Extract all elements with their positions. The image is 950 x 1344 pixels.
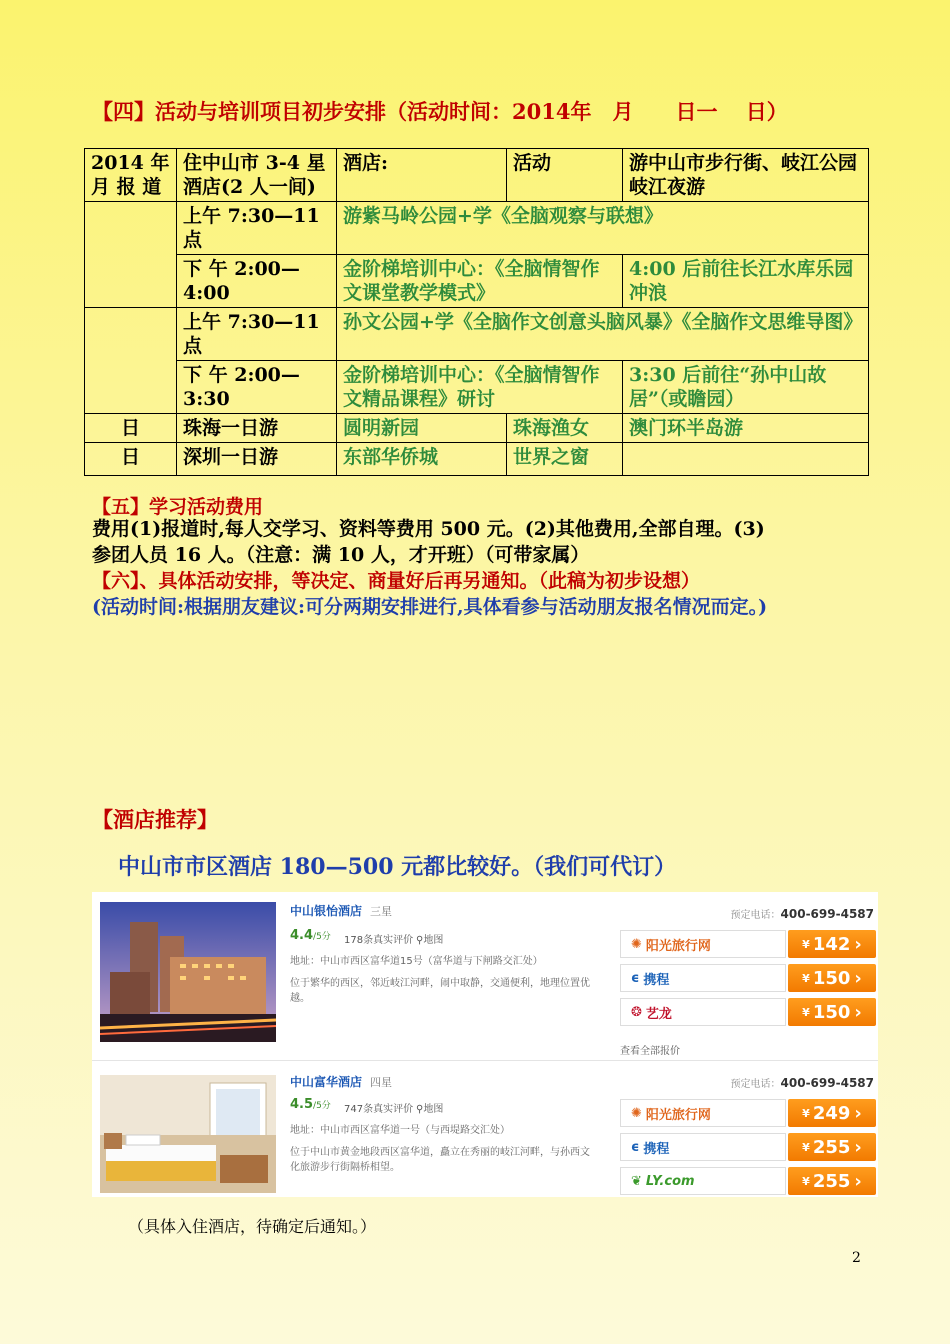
phone-label: 预定电话：	[730, 1079, 781, 1090]
section6-title: 【六】、具体活动安排，等决定、商量好后再另通知。（此稿为初步设想）	[92, 570, 701, 592]
hotel-name: 中山富华酒店	[290, 1075, 363, 1089]
table-row	[85, 443, 869, 476]
fee-line-1: 费用(1)报道时,每人交学习、资料等费用 500 元。(2)其他费用,全部自理。(3)	[92, 518, 765, 540]
section4-title: 【四】活动与培训项目初步安排（活动时间：2014年 月 日一 日）	[92, 99, 788, 124]
ctrip-swirl-icon: ϵ	[631, 970, 640, 986]
offer-site: 携程	[643, 1141, 670, 1157]
map-link[interactable]	[416, 931, 443, 946]
offer-site: 携程	[643, 972, 670, 988]
hotel-name: 中山银怡酒店	[290, 904, 363, 918]
cell: 珠海一日游	[177, 414, 337, 443]
ctrip-swirl-icon: ϵ	[631, 1139, 640, 1155]
schedule-table	[84, 148, 869, 476]
table-row	[85, 361, 869, 414]
cell: 游紫马岭公园+学《全脑观察与联想》	[337, 202, 869, 255]
score-unit: /5分	[313, 1101, 331, 1111]
hotel-photo[interactable]	[100, 1075, 276, 1193]
view-all-prices-link[interactable]: 查看全部报价	[620, 1046, 680, 1057]
phone-label: 预定电话：	[730, 910, 781, 921]
currency: ¥	[802, 937, 810, 951]
map-link[interactable]	[416, 1100, 443, 1115]
hotel-star: 四星	[370, 1076, 393, 1089]
price-button[interactable]	[788, 1133, 876, 1161]
chevron-right-icon: ›	[854, 1136, 862, 1158]
hotel-listing	[92, 892, 878, 1197]
cell: 深圳一日游	[177, 443, 337, 476]
cell-empty	[85, 308, 177, 414]
chevron-right-icon: ›	[854, 967, 862, 989]
currency: ¥	[802, 1106, 810, 1120]
chevron-right-icon: ›	[854, 1001, 862, 1023]
cell	[623, 443, 869, 476]
score-value: 4.5	[290, 1097, 314, 1112]
hotel-photo-image	[100, 902, 276, 1042]
map-label: 地图	[423, 935, 444, 946]
offer-site: 阳光旅行网	[645, 938, 711, 954]
hotel-address: 地址：中山市西区富华道15号（富华道与下闸路交汇处）	[290, 956, 543, 967]
hotel-name-link[interactable]	[290, 1073, 392, 1090]
fee-text	[92, 516, 872, 568]
price-button[interactable]	[788, 930, 876, 958]
elong-logo	[620, 998, 786, 1026]
map-pin-icon: ⚲	[416, 1104, 424, 1115]
cell: 上午 7:30—11 点	[177, 308, 337, 361]
cell: 日	[85, 443, 177, 476]
phone-number: 400-699-4587	[780, 1076, 874, 1090]
section6-note: (活动时间:根据朋友建议:可分两期安排进行,具体看参与活动朋友报名情况而定。)	[92, 596, 768, 618]
ly-leaf-icon: ❦	[631, 1173, 642, 1189]
hotel-score	[290, 1097, 331, 1112]
cell: 3:30 后前往“孙中山故居”（或瞻园）	[623, 361, 869, 414]
map-label: 地图	[423, 1104, 444, 1115]
cell: 活动	[507, 149, 623, 202]
offer-row[interactable]	[620, 1133, 876, 1161]
cell: 珠海渔女	[507, 414, 623, 443]
cell: 世界之窗	[507, 443, 623, 476]
map-pin-icon: ⚲	[416, 935, 424, 946]
hotel-description: 位于中山市黄金地段西区富华道，矗立在秀丽的岐江河畔，与孙西文化旅游步行街隔桥相望。	[290, 1147, 590, 1173]
cell: 孙文公园+学《全脑作文创意头脑风暴》《全脑作文思维导图》	[337, 308, 869, 361]
cell: 游中山市步行街、岐江公园岐江夜游	[623, 149, 869, 202]
hotel-photo-image	[100, 1075, 276, 1193]
offer-site: 艺龙	[645, 1006, 672, 1022]
offer-row[interactable]	[620, 964, 876, 992]
score-unit: /5分	[313, 932, 331, 942]
table-row	[85, 255, 869, 308]
currency: ¥	[802, 1174, 810, 1188]
cell: 东部华侨城	[337, 443, 507, 476]
chevron-right-icon: ›	[854, 1102, 862, 1124]
sun-icon: ✺	[631, 1105, 642, 1121]
hotel-card[interactable]	[92, 1061, 878, 1197]
hotel-reviews-link[interactable]: 747条真实评价	[344, 1104, 414, 1115]
sunshine-travel-logo	[620, 930, 786, 958]
price-button[interactable]	[788, 1167, 876, 1195]
hotel-name-link[interactable]	[290, 902, 392, 919]
sun-icon: ✺	[631, 936, 642, 952]
price-button[interactable]	[788, 998, 876, 1026]
cell: 住中山市 3-4 星酒店(2 人一间)	[177, 149, 337, 202]
hotel-address: 地址：中山市西区富华道一号（与西堤路交汇处）	[290, 1125, 510, 1136]
price-value: 255	[812, 1170, 851, 1192]
cell: 圆明新园	[337, 414, 507, 443]
hotel-description: 位于繁华的西区，邻近岐江河畔，闹中取静，交通便利，地理位置优越。	[290, 978, 590, 1004]
hotel-score	[290, 928, 331, 943]
hotels-footnote: （具体入住酒店，待确定后通知。）	[128, 1217, 377, 1236]
cell: 4:00 后前往长江水库乐园冲浪	[623, 255, 869, 308]
price-button[interactable]	[788, 964, 876, 992]
section5-title: 【五】学习活动费用	[92, 496, 264, 518]
hotel-star: 三星	[370, 905, 393, 918]
currency: ¥	[802, 1005, 810, 1019]
booking-phone	[731, 906, 874, 921]
cell: 日	[85, 414, 177, 443]
offer-site: 阳光旅行网	[645, 1107, 711, 1123]
chevron-right-icon: ›	[854, 933, 862, 955]
cell: 澳门环半岛游	[623, 414, 869, 443]
table-row	[85, 308, 869, 361]
cell: 下 午 2:00—4:00	[177, 255, 337, 308]
cell: 上午 7:30—11 点	[177, 202, 337, 255]
price-button[interactable]	[788, 1099, 876, 1127]
hotel-card[interactable]	[92, 892, 878, 1061]
sunshine-travel-logo	[620, 1099, 786, 1127]
cell: 酒店:	[337, 149, 507, 202]
offer-row[interactable]	[620, 1167, 876, 1195]
cell: 下 午 2:00—3:30	[177, 361, 337, 414]
cell-empty	[85, 202, 177, 308]
hotels-title: 【酒店推荐】	[92, 807, 218, 832]
price-value: 249	[812, 1102, 851, 1124]
booking-phone	[731, 1075, 874, 1090]
elong-icon: ❂	[631, 1004, 642, 1020]
offer-row[interactable]	[620, 930, 876, 958]
cell: 金阶梯培训中心：《全脑情智作文课堂教学模式》	[337, 255, 623, 308]
ly-logo	[620, 1167, 786, 1195]
offer-site: LY.com	[645, 1173, 695, 1189]
hotel-photo[interactable]	[100, 902, 276, 1042]
offer-row[interactable]	[620, 1099, 876, 1127]
ctrip-logo	[620, 1133, 786, 1161]
price-value: 150	[812, 967, 851, 989]
currency: ¥	[802, 971, 810, 985]
table-row	[85, 149, 869, 202]
hotel-reviews-link[interactable]: 178条真实评价	[344, 935, 414, 946]
price-value: 255	[812, 1136, 851, 1158]
cell: 金阶梯培训中心：《全脑情智作文精品课程》研讨	[337, 361, 623, 414]
fee-line-2: 参团人员 16 人。（注意：满 10 人，才开班）（可带家属）	[92, 544, 590, 566]
table-row	[85, 202, 869, 255]
table-row	[85, 414, 869, 443]
ctrip-logo	[620, 964, 786, 992]
hotels-subtitle: 中山市市区酒店 180—500 元都比较好。（我们可代订）	[118, 854, 677, 880]
cell: 2014 年 月 报 道	[85, 149, 177, 202]
score-value: 4.4	[290, 928, 314, 943]
offer-row[interactable]	[620, 998, 876, 1026]
chevron-right-icon: ›	[854, 1170, 862, 1192]
price-value: 142	[812, 933, 851, 955]
page-number: 2	[852, 1250, 861, 1266]
price-value: 150	[812, 1001, 851, 1023]
phone-number: 400-699-4587	[780, 907, 874, 921]
currency: ¥	[802, 1140, 810, 1154]
